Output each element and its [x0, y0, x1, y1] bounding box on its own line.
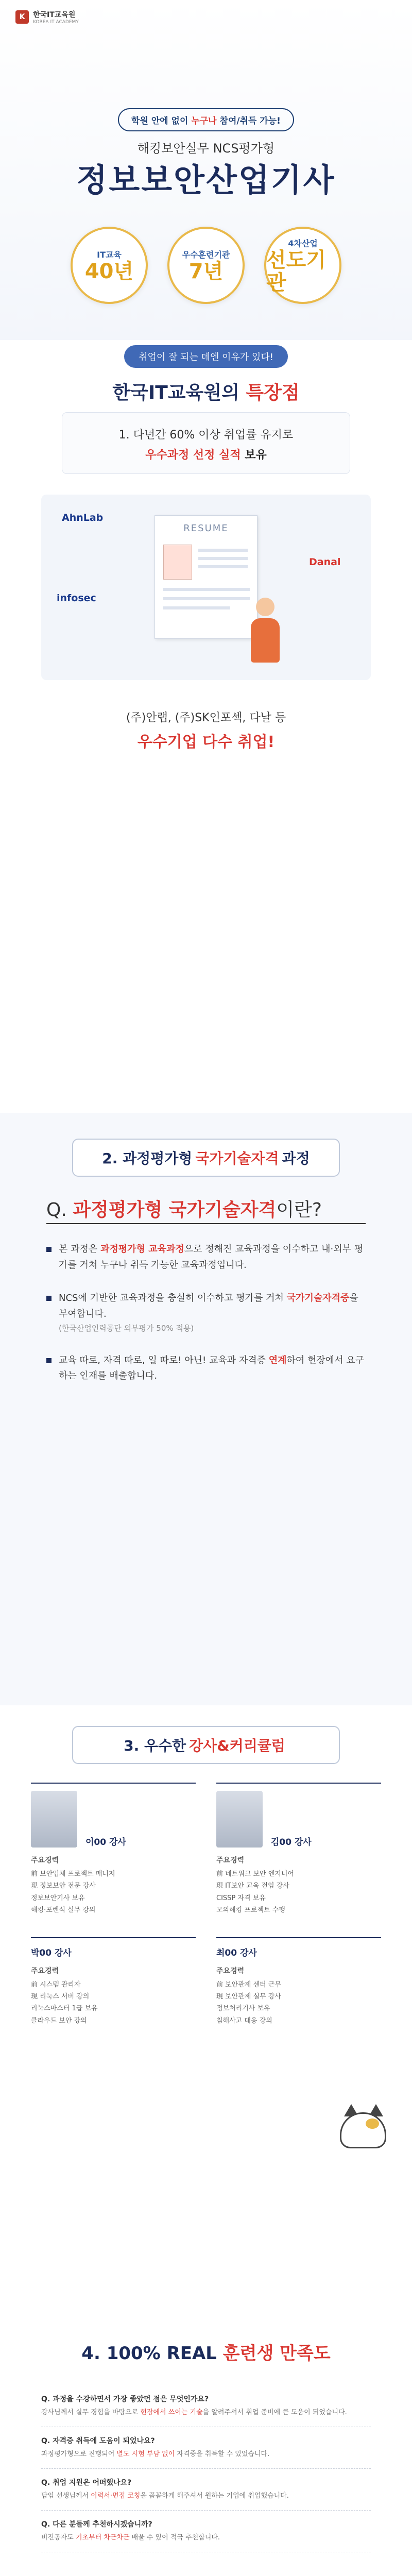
resume-line: [163, 606, 230, 609]
brand-sub: KOREA IT ACADEMY: [33, 20, 79, 25]
company-logo-danal: Danal: [309, 556, 341, 568]
resume-line: [163, 588, 250, 591]
review-question: Q. 다른 분들께 추천하시겠습니까?: [41, 2520, 152, 2529]
badge-value: 40년: [84, 259, 134, 283]
section-instructors: [0, 1705, 412, 2318]
review-answer: 강사님께서 실무 경험을 바탕으로 현장에서 쓰이는 기술을 알려주셔서 취업 준비에 큰 도움이 되었습니다.: [41, 2409, 347, 2416]
review-question: Q. 과정을 수강하면서 가장 좋았던 점은 무엇인가요?: [41, 2395, 209, 2403]
badge-fourth-industry: [264, 227, 341, 304]
instructor-career: 前 네트워크 보안 엔지니어 現 IT보안 교육 전임 강사 CISSP 자격 보유 모의해킹 프로젝트 수행: [216, 1870, 294, 1914]
brand-name: 한국IT교육원: [33, 11, 76, 19]
hero-tag-post: 참여/취득 가능!: [216, 116, 281, 126]
badge-label: 4차산업: [288, 238, 318, 248]
review-item: [41, 2385, 371, 2427]
review-question: Q. 자격증 취득에 도움이 되었나요?: [41, 2437, 155, 2446]
person-head-icon: [256, 598, 274, 616]
instructor-label: 주요경력: [216, 1967, 245, 1975]
review-item: [41, 2469, 371, 2511]
instructor-photo: [31, 1791, 77, 1848]
resume-line: [198, 549, 248, 552]
instructor-career: 前 보안업체 프로젝트 매니저 現 정보보안 전문 강사 정보보안기사 보유 해킹·포렌식 실무 강의: [31, 1870, 115, 1914]
section-title: 2. 과정평가형 국가기술자격 과정: [72, 1139, 340, 1177]
bullet-square-icon: [46, 1247, 52, 1252]
section-satisfaction: [0, 2318, 412, 2576]
instructor-name: 최00 강사: [216, 1947, 257, 1958]
resume-illustration: [154, 515, 258, 639]
bullet-square-icon: [46, 1296, 52, 1301]
instructor-card: [31, 1783, 196, 1917]
hero-tag-accent: 누구나: [191, 116, 217, 126]
review-item: [41, 2427, 371, 2469]
section-title: 4. 100% REAL 훈련생 만족도: [81, 2343, 331, 2364]
company-logo-ahnlab: AhnLab: [62, 512, 104, 523]
badge-excellent-institution: [167, 227, 245, 304]
instructor-name: 박00 강사: [31, 1947, 72, 1958]
instructor-grid: [31, 1783, 381, 2047]
reason-card-employment: [62, 412, 350, 474]
reasons-question: 취업이 잘 되는 데엔 이유가 있다!: [0, 345, 412, 368]
badge-it-education: [71, 227, 148, 304]
certification-question: Q. 과정평가형 국가기술자격이란?: [46, 1199, 322, 1221]
reason-card-highlight: 우수기업 다수 취업!: [137, 733, 275, 751]
reason-card-line: (주)안랩, (주)SK인포섹, 다날 등: [126, 711, 286, 724]
hero-section: [0, 0, 412, 340]
reason-card-companies: [62, 696, 350, 762]
instructor-name: 김00 강사: [271, 1837, 312, 1848]
section-title: 3. 우수한 강사&커리큘럼: [72, 1726, 340, 1764]
review-item: [41, 2511, 371, 2552]
certification-bullets: [46, 1242, 366, 1402]
resume-photo-icon: [163, 545, 192, 580]
person-body-icon: [251, 618, 280, 663]
reason-card-line: 1. 다년간 60% 이상 취업률 유지로: [118, 429, 294, 442]
instructor-career: 前 시스템 관리자 現 리눅스 서버 강의 리눅스마스터 1급 보유 클라우드 보안 강의: [31, 1980, 98, 2025]
divider: [46, 1223, 366, 1224]
hero-title: 정보보안산업기사: [76, 161, 336, 199]
bullet-item: 교육 따로, 자격 따로, 일 따로! 아닌! 교육과 자격증 연계하여 현장에서 요구하는 인재를 배출합니다.: [46, 1353, 366, 1384]
hero-tag-pre: 학원 안에 없이: [131, 116, 192, 126]
resume-line: [198, 557, 248, 560]
reasons-heading: 한국IT교육원의 특장점: [112, 382, 300, 403]
reason-card-highlight: 우수과정 선정 실적 보유: [145, 449, 267, 462]
review-answer: 비전공자도 기초부터 차근차근 배울 수 있어 적극 추천합니다.: [41, 2534, 220, 2542]
cat-mascot-icon: [335, 2097, 391, 2154]
instructor-career: 前 보안관제 센터 근무 現 보안관제 실무 강사 정보처리기사 보유 침해사고 대응 강의: [216, 1980, 281, 2025]
resume-line: [198, 565, 248, 568]
resume-line: [163, 597, 250, 600]
badge-label: IT교육: [97, 249, 122, 260]
review-answer: 과정평가형으로 진행되어 별도 시험 부담 없이 자격증을 취득할 수 있었습니다.: [41, 2450, 270, 2459]
instructor-card: [216, 1937, 381, 2027]
hero-subtitle: 해킹보안실무 NCS평가형: [137, 141, 275, 156]
reasons-section: [0, 340, 412, 1113]
instructor-photo: [216, 1791, 263, 1848]
instructor-name: 이00 강사: [85, 1837, 126, 1848]
hero-badges: [0, 227, 412, 304]
instructor-label: 주요경력: [216, 1856, 245, 1865]
bullet-item: NCS에 기반한 교육과정을 충실히 이수하고 평가를 거쳐 국가기술자격증을 부여합니다. (한국산업인력공단 외부평가 50% 적용): [46, 1291, 366, 1335]
badge-value: 선도기관: [266, 248, 326, 295]
resume-title: RESUME: [183, 523, 229, 534]
instructor-label: 주요경력: [31, 1967, 59, 1975]
person-illustration: [247, 598, 283, 665]
logo-mark-icon: K: [15, 10, 29, 24]
company-logos-illustration: [41, 495, 371, 680]
company-logo-infosec: infosec: [57, 592, 96, 604]
instructor-card: [31, 1937, 196, 2027]
badge-value: 7년: [188, 259, 224, 283]
instructor-card: [216, 1783, 381, 1917]
hero-tag: [0, 108, 412, 131]
brand-logo[interactable]: [15, 9, 79, 25]
instructor-label: 주요경력: [31, 1856, 59, 1865]
review-list: [41, 2385, 371, 2552]
bullet-square-icon: [46, 1358, 52, 1363]
review-answer: 담임 선생님께서 이력서·면접 코칭을 꼼꼼하게 해주셔서 원하는 기업에 취업했습니다.: [41, 2492, 289, 2500]
bullet-item: 본 과정은 과정평가형 교육과정으로 정해진 교육과정을 이수하고 내·외부 평가를 거쳐 누구나 취득 가능한 교육과정입니다.: [46, 1242, 366, 1273]
badge-label: 우수훈련기관: [182, 249, 230, 260]
review-question: Q. 취업 지원은 어떠했나요?: [41, 2479, 132, 2487]
section-certification: [0, 1113, 412, 1705]
